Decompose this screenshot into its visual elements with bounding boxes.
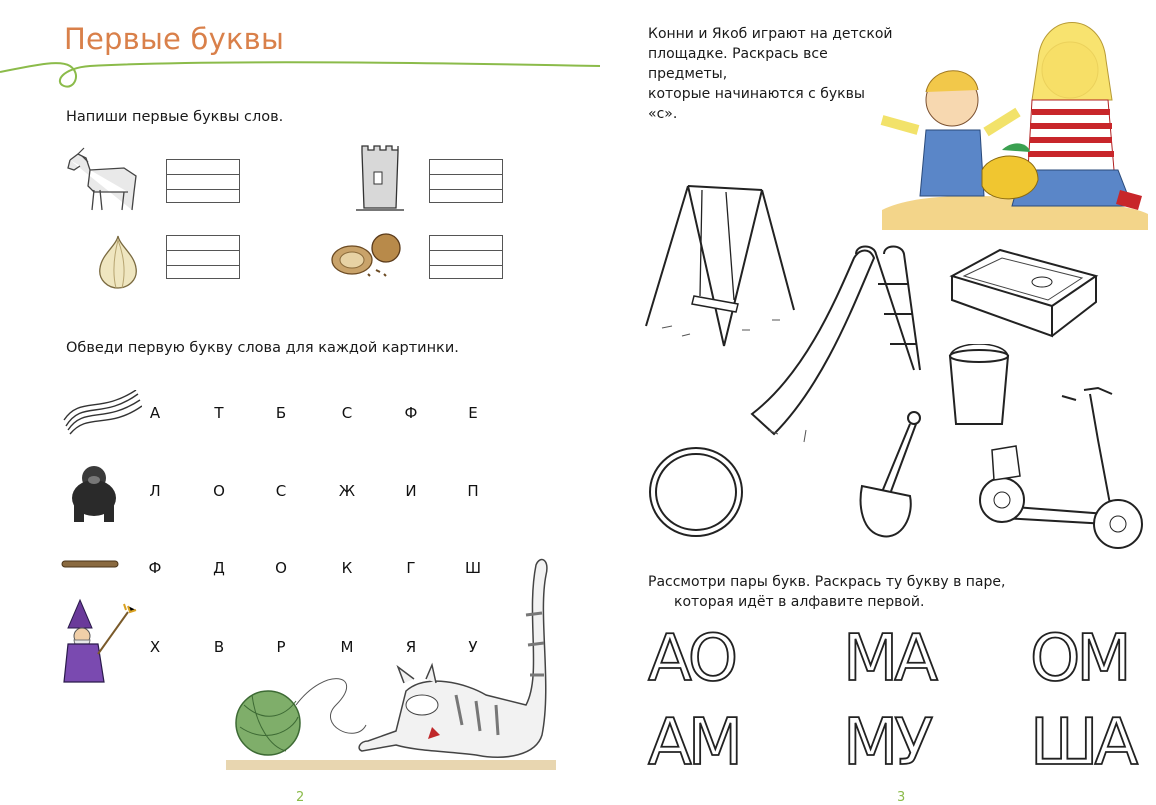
- letter-pair[interactable]: АО: [648, 622, 735, 696]
- gorilla-picture: [66, 458, 122, 524]
- letter-pair[interactable]: ОМ: [1030, 622, 1128, 696]
- answer-lines-tower[interactable]: [429, 159, 503, 203]
- letter-choice[interactable]: Ж: [338, 482, 356, 500]
- intro-line: площадке. Раскрась все предметы,: [648, 46, 828, 82]
- intro-text: [648, 24, 898, 124]
- letter-choice[interactable]: Ш: [464, 559, 482, 577]
- shovel-picture: [852, 406, 922, 540]
- letter-choice[interactable]: Е: [468, 404, 478, 422]
- page-number-left: 2: [296, 790, 305, 805]
- task-write-first-letters: Напиши первые буквы слов.: [66, 109, 284, 125]
- page-number-right: 3: [897, 790, 906, 805]
- sandbox-picture: [944, 244, 1100, 348]
- cat-with-yarn-picture: [226, 555, 556, 775]
- letter-choice[interactable]: Д: [213, 559, 225, 577]
- letter-choice[interactable]: В: [213, 638, 225, 656]
- letter-pair[interactable]: МА: [843, 622, 934, 696]
- flute-picture: [60, 557, 120, 571]
- letter-choice[interactable]: А: [149, 404, 161, 422]
- answer-lines-onion[interactable]: [166, 235, 240, 279]
- letter-choice[interactable]: Х: [149, 638, 161, 656]
- letter-choice[interactable]: Б: [275, 404, 287, 422]
- letter-pair[interactable]: МУ: [843, 706, 930, 780]
- hoop-picture: [644, 442, 750, 542]
- letter-choice[interactable]: И: [405, 482, 417, 500]
- task-color-pairs: [648, 572, 1008, 612]
- letter-choice[interactable]: П: [467, 482, 479, 500]
- answer-lines-walnuts[interactable]: [429, 235, 503, 279]
- letter-choice[interactable]: С: [275, 482, 287, 500]
- children-playing-picture: [862, 0, 1152, 236]
- answer-lines-horse[interactable]: [166, 159, 240, 203]
- intro-line: Конни и Якоб играют на детской: [648, 26, 893, 42]
- letter-choice[interactable]: М: [340, 638, 354, 656]
- letter-choice[interactable]: Ф: [148, 559, 162, 577]
- letter-choice[interactable]: К: [341, 559, 353, 577]
- letter-choice[interactable]: Л: [149, 482, 161, 500]
- scooter-picture: [972, 380, 1148, 556]
- letter-choice[interactable]: С: [341, 404, 353, 422]
- walnuts-picture: [328, 230, 408, 280]
- decorative-swirl-line: [0, 50, 600, 100]
- letter-pair[interactable]: АМ: [648, 706, 739, 780]
- letter-choice[interactable]: Г: [406, 559, 416, 577]
- letter-choice[interactable]: Ф: [404, 404, 418, 422]
- letter-choice[interactable]: У: [468, 638, 478, 656]
- zebra-stripes-picture: [62, 390, 142, 436]
- letter-choice[interactable]: Я: [405, 638, 417, 656]
- wizard-picture: [58, 598, 142, 684]
- task-line: Рассмотри пары букв. Раскрась ту букву в паре,: [648, 574, 1006, 590]
- task-circle-first-letter: Обведи первую букву слова для каждой картинки.: [66, 340, 459, 356]
- letter-choice[interactable]: Р: [276, 638, 286, 656]
- horse-picture: [64, 146, 142, 216]
- letter-choice[interactable]: Т: [214, 404, 224, 422]
- letter-choice[interactable]: О: [213, 482, 225, 500]
- tower-picture: [354, 142, 406, 214]
- letter-choice[interactable]: О: [275, 559, 287, 577]
- page-title: Первые буквы: [64, 22, 285, 56]
- onion-picture: [94, 232, 142, 290]
- intro-line: которые начинаются с буквы «с».: [648, 86, 865, 122]
- task-line: которая идёт в алфавите первой.: [674, 594, 925, 610]
- letter-pair[interactable]: ША: [1030, 706, 1135, 780]
